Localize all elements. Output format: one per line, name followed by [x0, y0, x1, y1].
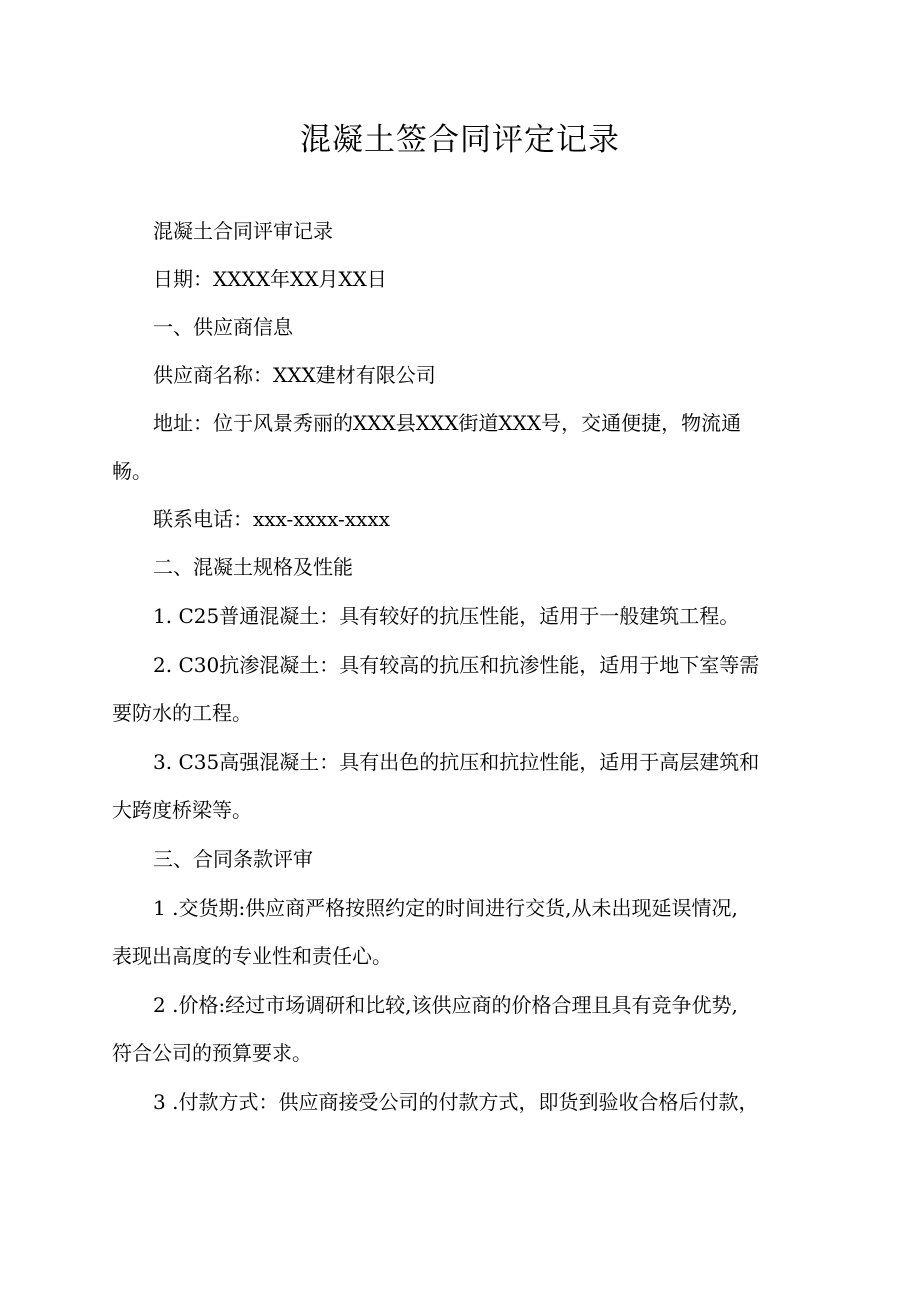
spec-item-c35-continued: 大跨度桥梁等。: [112, 798, 252, 822]
contract-item-price-continued: 符合公司的预算要求。: [112, 1041, 312, 1065]
contract-item-delivery: 1 .交货期:供应商严格按照约定的时间进行交货,从未出现延误情况,: [153, 896, 738, 920]
address-line: 地址：位于风景秀丽的XXX县XXX街道XXX号，交通便捷，物流通: [153, 411, 742, 435]
section-heading-specs: 二、混凝土规格及性能: [153, 555, 353, 579]
contract-item-price: 2 .价格:经过市场调研和比较,该供应商的价格合理且具有竞争优势,: [153, 993, 738, 1017]
supplier-name-line: 供应商名称：XXX建材有限公司: [153, 363, 436, 387]
section-heading-supplier: 一、供应商信息: [153, 315, 293, 339]
spec-item-c35: 3. C35高强混凝土：具有出色的抗压和抗拉性能，适用于高层建筑和: [153, 750, 760, 774]
spec-item-c30: 2. C30抗渗混凝土：具有较高的抗压和抗渗性能，适用于地下室等需: [153, 653, 760, 677]
contract-item-payment: 3 .付款方式：供应商接受公司的付款方式，即货到验收合格后付款，: [153, 1090, 759, 1114]
section-heading-contract: 三、合同条款评审: [153, 847, 313, 871]
contract-item-delivery-continued: 表现出高度的专业性和责任心。: [112, 944, 392, 968]
spec-item-c25: 1. C25普通混凝土：具有较好的抗压性能，适用于一般建筑工程。: [153, 604, 740, 628]
spec-item-c30-continued: 要防水的工程。: [112, 701, 252, 725]
address-line-continued: 畅。: [112, 459, 152, 483]
subtitle-line: 混凝土合同评审记录: [153, 219, 333, 243]
date-line: 日期：XXXX年XX月XX日: [153, 267, 387, 291]
phone-line: 联系电话：xxx-xxxx-xxxx: [153, 507, 390, 531]
document-title: 混凝土签合同评定记录: [300, 122, 620, 158]
